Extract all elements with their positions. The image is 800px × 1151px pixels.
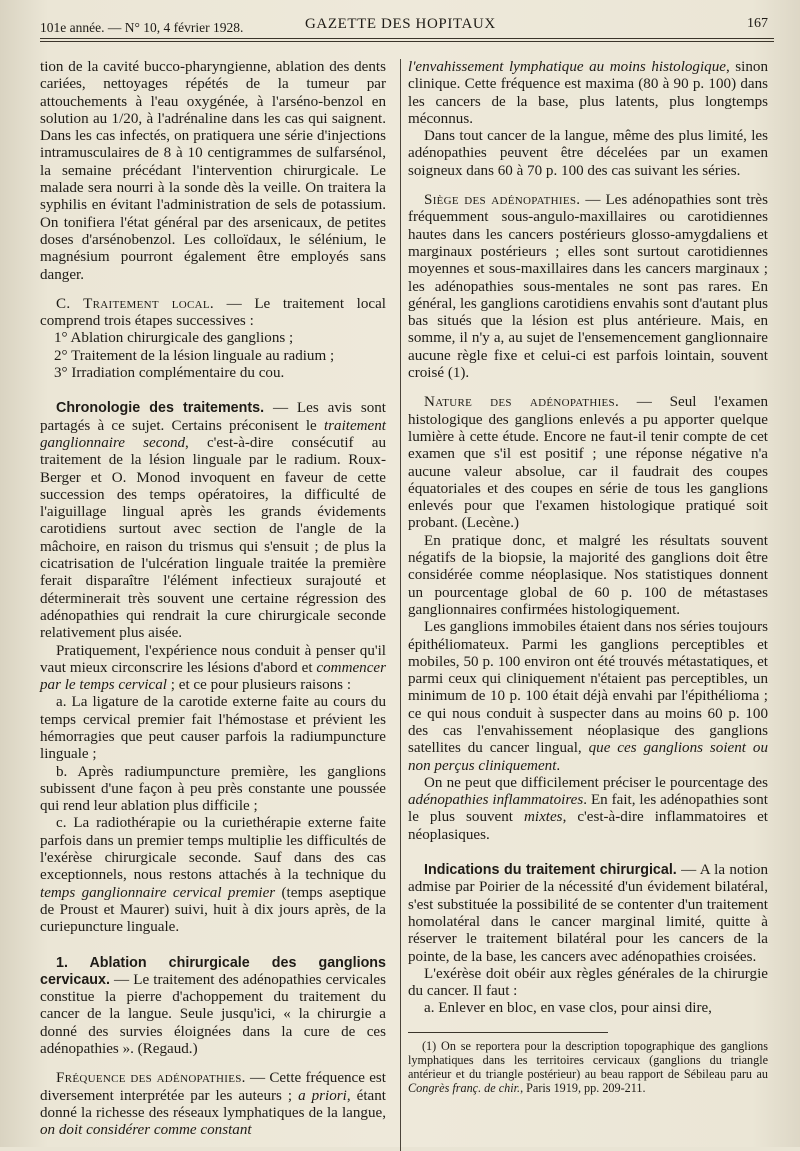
paragraph: Chronologie des traitements. — Les avis sont partagés à ce sujet. Certains préconisent le traitement ganglionnaire second, c'est-à-dire consécutif au traitement de la lésion linguale par le radium. Roux-Berger et O. Monod invoquent en faveur de cette succession des temps opératoires, la difficulté de l'aiguillage lingual après les grands évidements carotidiens surtout avec section de l'angle de la mâchoire, en raison du trismus qui s'ensuit ; de plus la cicatrisation de l'ulcération linguale traitée la première ferait disparaître l'élément infectieux surajouté et déterminerait très souvent une certaine régression des adénopathies qui rendrait la cure chirurgicale seconde relativement plus aisée. xyxy=(40,400,386,642)
right-column xyxy=(408,59,768,1151)
paragraph: Siège des adénopathies. — Les adénopathies sont très fréquemment sous-angulo-maxillaires ou carotidiennes hautes dans les cancers postérieurs glosso-amygdaliens et marginaux postérieurs ; elles sont surtout carotidiennes moyennes et sous-maxillaires dans les cancers marginaux ; les adénopathies sous-mentales ne sont pas rares. En général, les ganglions carotidiens envahis sont d'autant plus bas situés que la lésion est plus antérieure. Mais, en somme, il n'y a, au sujet de l'ensemencement ganglionnaire aucune règle fixe et celui-ci est parfois lointain, souvent croisé (1). xyxy=(408,192,768,382)
list-item: 1° Ablation chirurgicale des ganglions ; xyxy=(54,330,294,347)
list-item: 2° Traitement de la lésion linguale au radium ; xyxy=(54,347,335,364)
running-header xyxy=(40,12,774,39)
section-heading: 1. Ablation chirurgicale des ganglions cervicaux. xyxy=(40,954,386,988)
issue-info: 101e année. — N° 10, 4 février 1928. xyxy=(40,20,244,35)
list-item: a. La ligature de la carotide externe faite au cours du temps cervical premier fait l'hémostase et prévient les hémorragies que peut causer parfois la radiumpuncture linguale ; xyxy=(40,694,386,763)
paragraph: Dans tout cancer de la langue, même des plus limité, les adénopathies peuvent être décelées par un examen soigneux dans 60 à 70 p. 100 des cas suivant les séries. xyxy=(408,128,768,179)
paragraph: l'envahissement lymphatique au moins histologique, sinon clinique. Cette fréquence est maxima (80 à 90 p. 100) dans les cancers de la base, plus latents, plus longtemps méconnus. xyxy=(408,59,768,127)
page-number: 167 xyxy=(747,16,768,31)
paragraph: Fréquence des adénopathies. — Cette fréquence est diversement interprétée par les auteurs ; a priori, étant donné la richesse des réseaux lymphatiques de la langue, on doit considérer comme constant xyxy=(40,1070,386,1139)
list-item: 3° Irradiation complémentaire du cou. xyxy=(54,365,285,382)
paragraph: 1. Ablation chirurgicale des ganglions cervicaux. — Le traitement des adénopathies cervicales constitue la pierre d'achoppement du traitement du cancer de la langue. Seule jusqu'ici, « la chirurgie a donné des survies éloignées dans la cure de ces adénopathies ». (Regaud.) xyxy=(40,954,386,1058)
list-item: c. La radiothérapie ou la curiethérapie externe faite parfois dans un premier temps multiplie les difficultés de l'exérèse chirurgicale seconde. Sauf dans des cas exceptionnels, nous restons attachés à la technique du temps ganglionnaire cervical premier (temps aseptique de Proust et Maurer) suivi, huit à dix jours après, de la curiepuncture linguale. xyxy=(40,815,386,936)
paragraph: Les ganglions immobiles étaient dans nos séries toujours épithéliomateux. Parmi les ganglions perceptibles et mobiles, 50 p. 100 environ ont été trouvés métastatiques, et parmi ceux qui cliniquement n'étaient pas perceptibles, un minimum de 10 p. 100 était déjà envahi par l'épithélioma ; ce qui nous conduit à suspecter dans au moins 60 p. 100 des cas l'envahissement néoplasique des ganglions satellites du cancer lingual, que ces ganglions soient ou non perçus cliniquement. xyxy=(408,619,768,774)
run-in-head: Siège des adénopathies. xyxy=(424,192,581,209)
list-item: a. Enlever en bloc, en vase clos, pour ainsi dire, xyxy=(424,1000,712,1017)
column-rule xyxy=(400,59,401,1151)
paragraph: On ne peut que difficilement préciser le pourcentage des adénopathies inflammatoires. En fait, les adénopathies sont le plus souvent mixtes, c'est-à-dire inflammatoires et néoplasiques. xyxy=(408,774,768,843)
paragraph: Indications du traitement chirurgical. — A la notion admise par Poirier de la nécessité d'un évidement bilatéral, s'est substituée la possibilité de se contenter d'un traitement homolatéral dans le cancer marginal limité, quitte à réserver le traitement bilatéral pour les cancers de la pointe, de la base, les cancers avec adénopathies croisées. xyxy=(408,862,768,965)
footnote: (1) On se reportera pour la description topographique des ganglions lymphatiques dans les territoires cervicaux (ganglions du triangle antérieur et du triangle postérieur) au beau rapport de Sébileau paru au Congrès franç. de chir., Paris 1919, pp. 209-211. xyxy=(408,1038,768,1096)
journal-title: GAZETTE DES HOPITAUX xyxy=(305,16,496,32)
text-columns xyxy=(40,59,774,1151)
run-in-head: C. Traitement local. xyxy=(56,295,214,312)
paragraph: Pratiquement, l'expérience nous conduit à penser qu'il vaut mieux circonscrire les lésions d'abord et commencer par le temps cervical ; et ce pour plusieurs raisons : xyxy=(40,642,386,694)
paragraph: L'exérèse doit obéir aux règles générales de la chirurgie du cancer. Il faut : xyxy=(408,965,768,1000)
run-in-head: Fréquence des adénopathies. xyxy=(56,1070,246,1087)
run-in-head: Nature des adénopathies. xyxy=(424,394,620,411)
section-heading: Indications du traitement chirurgical. xyxy=(424,862,677,879)
section-heading: Chronologie des traitements. xyxy=(56,400,265,417)
list-item: b. Après radiumpuncture première, les ganglions subissent d'une façon à peu près constante une poussée qui rend leur ablation plus difficile ; xyxy=(40,763,386,815)
paragraph: En pratique donc, et malgré les résultats souvent négatifs de la biopsie, la majorité des ganglions doit être considérée comme néoplasique. Nos statistiques donnent un pourcentage global de 60 p. 100 de métastases ganglionnaires confirmées histologiquement. xyxy=(408,532,768,618)
footnote-rule xyxy=(408,1032,608,1033)
paragraph: C. Traitement local. — Le traitement local comprend trois étapes successives : xyxy=(40,295,386,330)
left-column xyxy=(40,59,394,1151)
paragraph: Nature des adénopathies. — Seul l'examen histologique des ganglions enlevés a pu apporter quelque lumière à cette étude. Encore ne faut-il tenir compte de cet examen que s'il est positif ; une réponse négative n'a aucune valeur absolue, car il faudrait des coupes équatoriales et des coupes en série de tous les ganglions enlevés pour que l'examen histologique pratiqué soit probant. (Lecène.) xyxy=(408,394,768,532)
paragraph: tion de la cavité bucco-pharyngienne, ablation des dents cariées, nettoyages répétés de la tumeur par attouchements à l'eau oxygénée, à l'arséno-benzol en solution au 1/20, à l'adrénaline dans les cas qui saignent. Dans les cas infectés, on pratiquera une série d'injections intramusculaires de 8 à 10 centigrammes de sulfarsénol, la semaine précédant l'intervention chirurgicale. Le malade sera nourri à la sonde dès la veille. On traitera la syphilis en évitant l'administration de sels de potassium. On tonifiera l'état général par des arsenicaux, de petites doses d'arsénobenzol. Les colloïdaux, le sélénium, le magnésium pourront également être employés sans danger. xyxy=(40,59,386,283)
